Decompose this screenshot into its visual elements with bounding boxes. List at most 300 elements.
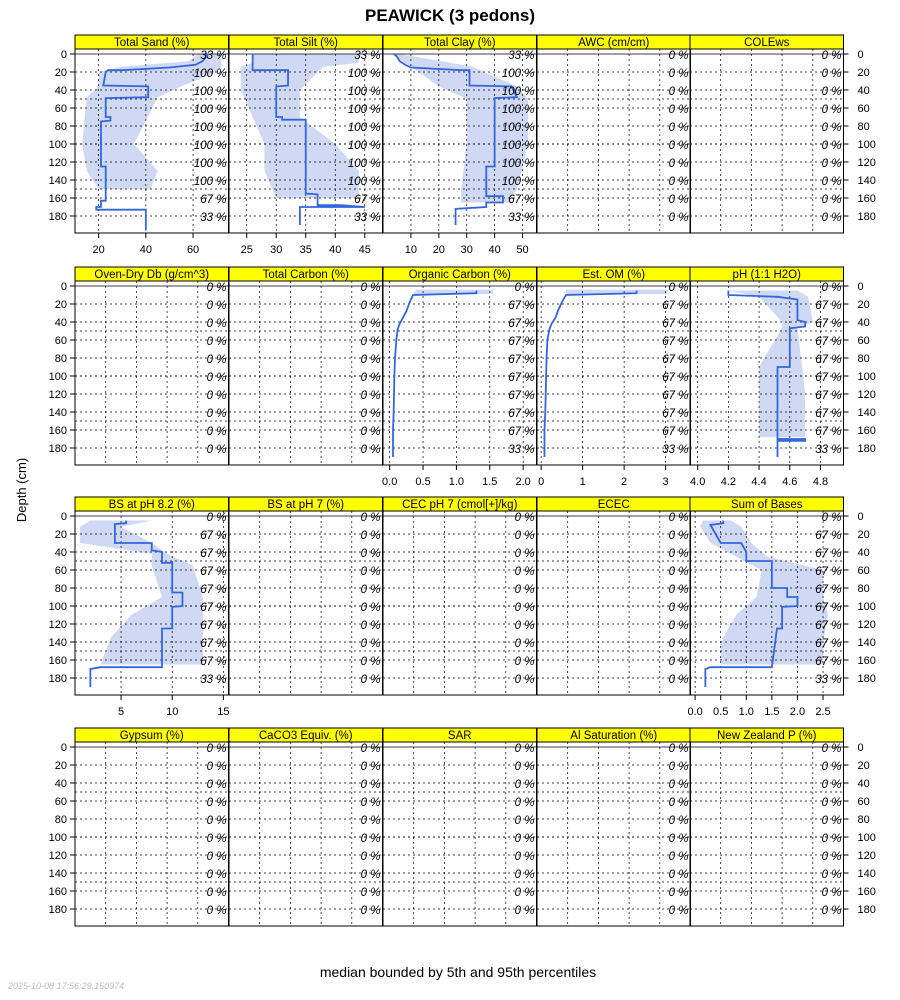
data-coverage-label: 0 %	[360, 797, 381, 809]
data-coverage-label: 0 %	[360, 833, 381, 845]
depth-tick-label-right: 80	[857, 121, 870, 133]
data-coverage-label: 0 %	[668, 194, 689, 206]
data-coverage-label: 0 %	[206, 444, 227, 456]
data-coverage-label: 0 %	[360, 300, 381, 312]
data-coverage-label: 33 %	[815, 444, 842, 456]
data-coverage-label: 0 %	[668, 548, 689, 560]
data-coverage-label: 0 %	[206, 743, 227, 755]
data-coverage-label: 100 %	[347, 68, 381, 80]
data-coverage-label: 33 %	[200, 674, 227, 686]
x-tick-label: 1.0	[448, 476, 465, 488]
data-coverage-label: 0 %	[514, 887, 535, 899]
depth-tick-label-left: 140	[48, 868, 67, 880]
data-coverage-label: 67 %	[508, 300, 535, 312]
depth-tick-label-right: 100	[857, 832, 876, 844]
panel-title: BS at pH 8.2 (%)	[108, 499, 195, 511]
panel	[383, 497, 537, 695]
x-tick-label: 0	[538, 476, 545, 488]
data-coverage-label: 0 %	[821, 68, 842, 80]
data-coverage-label: 67 %	[200, 530, 227, 542]
panel-title: Total Sand (%)	[114, 37, 190, 49]
timestamp: 2025-10-08 17:56:29.150974	[8, 981, 125, 991]
depth-tick-label-left: 160	[48, 886, 67, 898]
x-tick-label: 35	[299, 244, 312, 256]
data-coverage-label: 67 %	[815, 408, 842, 420]
data-coverage-label: 0 %	[821, 212, 842, 224]
data-coverage-label: 0 %	[821, 833, 842, 845]
y-axis-label: Depth (cm)	[14, 457, 29, 523]
data-coverage-label: 67 %	[662, 408, 689, 420]
depth-tick-label-right: 40	[857, 317, 870, 329]
data-coverage-label: 0 %	[668, 50, 689, 62]
data-coverage-label: 0 %	[668, 887, 689, 899]
data-coverage-label: 0 %	[360, 372, 381, 384]
data-coverage-label: 33 %	[508, 444, 535, 456]
data-coverage-label: 0 %	[514, 548, 535, 560]
data-coverage-label: 67 %	[815, 584, 842, 596]
depth-tick-label-left: 20	[54, 529, 67, 541]
depth-tick-label-left: 60	[54, 565, 67, 577]
data-coverage-label: 0 %	[668, 282, 689, 294]
x-tick-label: 0.0	[687, 706, 703, 718]
data-coverage-label: 33 %	[354, 50, 381, 62]
data-coverage-label: 67 %	[662, 426, 689, 438]
data-coverage-label: 0 %	[668, 86, 689, 98]
depth-tick-label-right: 120	[857, 850, 876, 862]
chart-subtitle: median bounded by 5th and 95th percentiles	[319, 964, 597, 980]
median-line	[544, 291, 636, 458]
data-coverage-label: 100 %	[501, 140, 535, 152]
depth-tick-label-right: 160	[857, 425, 876, 437]
panel-title: Sum of Bases	[730, 499, 803, 511]
panel-title: CEC pH 7 (cmol[+]/kg)	[402, 499, 518, 511]
data-coverage-label: 67 %	[200, 656, 227, 668]
depth-tick-label-left: 0	[60, 49, 67, 61]
data-coverage-label: 0 %	[360, 444, 381, 456]
data-coverage-label: 100 %	[347, 122, 381, 134]
data-coverage-label: 67 %	[815, 426, 842, 438]
data-coverage-label: 0 %	[360, 887, 381, 899]
data-coverage-label: 67 %	[815, 354, 842, 366]
data-coverage-label: 0 %	[821, 743, 842, 755]
chart-title: PEAWICK (3 pedons)	[364, 6, 536, 25]
data-coverage-label: 33 %	[662, 444, 689, 456]
x-tick-label: 2.0	[515, 476, 531, 488]
data-coverage-label: 0 %	[668, 656, 689, 668]
data-coverage-label: 0 %	[668, 743, 689, 755]
panel-frame	[75, 281, 229, 465]
depth-tick-label-right: 100	[857, 601, 876, 613]
data-coverage-label: 67 %	[354, 194, 381, 206]
data-coverage-label: 67 %	[508, 336, 535, 348]
x-tick-label: 10	[404, 244, 418, 256]
panel	[75, 35, 229, 256]
x-tick-label: 4.6	[782, 476, 798, 488]
depth-tick-label-right: 0	[857, 281, 864, 293]
panel	[75, 497, 230, 718]
panel-title: Total Carbon (%)	[262, 269, 349, 281]
depth-tick-label-left: 180	[48, 443, 67, 455]
x-tick-label: 15	[217, 706, 230, 718]
data-coverage-label: 0 %	[668, 833, 689, 845]
data-coverage-label: 0 %	[360, 743, 381, 755]
data-coverage-label: 67 %	[815, 638, 842, 650]
data-coverage-label: 100 %	[501, 122, 535, 134]
data-coverage-label: 0 %	[206, 761, 227, 773]
data-coverage-label: 67 %	[815, 566, 842, 578]
depth-tick-label-left: 100	[48, 139, 67, 151]
depth-tick-label-right: 0	[857, 511, 864, 523]
data-coverage-label: 0 %	[821, 851, 842, 863]
data-coverage-label: 0 %	[514, 566, 535, 578]
data-coverage-label: 100 %	[347, 86, 381, 98]
percentile-band	[728, 291, 812, 438]
data-coverage-label: 100 %	[347, 158, 381, 170]
data-coverage-label: 0 %	[514, 869, 535, 881]
depth-tick-label-right: 20	[857, 299, 870, 311]
depth-tick-label-right: 180	[857, 211, 876, 223]
data-coverage-label: 33 %	[508, 50, 535, 62]
data-coverage-label: 67 %	[815, 602, 842, 614]
x-tick-label: 4.2	[720, 476, 737, 488]
data-coverage-label: 67 %	[815, 300, 842, 312]
data-coverage-label: 0 %	[360, 638, 381, 650]
data-coverage-label: 0 %	[360, 426, 381, 438]
data-coverage-label: 0 %	[206, 833, 227, 845]
data-coverage-label: 0 %	[668, 851, 689, 863]
depth-tick-label-left: 0	[60, 742, 67, 754]
panel-frame	[690, 742, 844, 926]
data-coverage-label: 67 %	[662, 318, 689, 330]
panel-frame	[229, 742, 383, 926]
data-coverage-label: 67 %	[662, 354, 689, 366]
depth-tick-label-left: 80	[54, 121, 67, 133]
data-coverage-label: 67 %	[200, 638, 227, 650]
panel	[75, 267, 229, 465]
data-coverage-label: 67 %	[508, 354, 535, 366]
data-coverage-label: 100 %	[193, 176, 227, 188]
data-coverage-label: 100 %	[501, 158, 535, 170]
data-coverage-label: 0 %	[668, 638, 689, 650]
depth-tick-label-left: 40	[54, 547, 67, 559]
data-coverage-label: 0 %	[821, 815, 842, 827]
data-coverage-label: 0 %	[821, 869, 842, 881]
data-coverage-label: 100 %	[501, 104, 535, 116]
data-coverage-label: 0 %	[514, 797, 535, 809]
data-coverage-label: 100 %	[193, 104, 227, 116]
depth-tick-label-right: 20	[857, 529, 870, 541]
depth-tick-label-right: 100	[857, 371, 876, 383]
depth-tick-label-right: 120	[857, 157, 876, 169]
panel-title: pH (1:1 H2O)	[732, 269, 801, 281]
depth-tick-label-left: 60	[54, 796, 67, 808]
x-tick-label: 1.0	[738, 706, 754, 718]
data-coverage-label: 0 %	[821, 905, 842, 917]
panel	[229, 35, 383, 256]
data-coverage-label: 0 %	[514, 512, 535, 524]
data-coverage-label: 0 %	[360, 869, 381, 881]
depth-tick-label-left: 100	[48, 832, 67, 844]
data-coverage-label: 67 %	[662, 390, 689, 402]
data-coverage-label: 0 %	[514, 743, 535, 755]
data-coverage-label: 0 %	[668, 68, 689, 80]
x-tick-label: 3	[662, 476, 669, 488]
data-coverage-label: 0 %	[514, 530, 535, 542]
data-coverage-label: 67 %	[662, 336, 689, 348]
data-coverage-label: 100 %	[193, 140, 227, 152]
data-coverage-label: 67 %	[815, 530, 842, 542]
depth-tick-label-right: 60	[857, 103, 870, 115]
data-coverage-label: 0 %	[206, 797, 227, 809]
depth-tick-label-right: 20	[857, 67, 870, 79]
depth-tick-label-right: 160	[857, 655, 876, 667]
depth-tick-label-right: 40	[857, 778, 870, 790]
data-coverage-label: 100 %	[193, 122, 227, 134]
depth-tick-label-left: 100	[48, 601, 67, 613]
data-coverage-label: 0 %	[821, 50, 842, 62]
data-coverage-label: 0 %	[821, 176, 842, 188]
data-coverage-label: 0 %	[360, 566, 381, 578]
data-coverage-label: 100 %	[347, 140, 381, 152]
depth-tick-label-right: 180	[857, 673, 876, 685]
depth-tick-label-right: 120	[857, 619, 876, 631]
depth-tick-label-left: 80	[54, 814, 67, 826]
depth-tick-label-left: 60	[54, 335, 67, 347]
data-coverage-label: 0 %	[360, 851, 381, 863]
depth-tick-label-right: 160	[857, 193, 876, 205]
data-coverage-label: 0 %	[668, 620, 689, 632]
panel	[537, 35, 691, 233]
data-coverage-label: 67 %	[662, 300, 689, 312]
data-coverage-label: 0 %	[821, 140, 842, 152]
depth-tick-label-right: 140	[857, 868, 876, 880]
depth-tick-label-left: 0	[60, 281, 67, 293]
data-coverage-label: 0 %	[821, 158, 842, 170]
data-coverage-label: 100 %	[347, 104, 381, 116]
data-coverage-label: 0 %	[206, 779, 227, 791]
x-tick-label: 1	[579, 476, 586, 488]
data-coverage-label: 100 %	[193, 68, 227, 80]
depth-tick-label-left: 60	[54, 103, 67, 115]
data-coverage-label: 0 %	[360, 530, 381, 542]
data-coverage-label: 0 %	[206, 354, 227, 366]
data-coverage-label: 33 %	[200, 50, 227, 62]
panel	[75, 728, 229, 926]
data-coverage-label: 0 %	[206, 815, 227, 827]
panel-title: Total Silt (%)	[273, 37, 339, 49]
x-tick-label: 0.5	[415, 476, 431, 488]
data-coverage-label: 0 %	[206, 318, 227, 330]
data-coverage-label: 67 %	[508, 408, 535, 420]
panel	[383, 728, 537, 926]
data-coverage-label: 0 %	[360, 779, 381, 791]
depth-tick-label-right: 80	[857, 353, 870, 365]
data-coverage-label: 67 %	[200, 620, 227, 632]
data-coverage-label: 0 %	[360, 584, 381, 596]
depth-tick-label-right: 20	[857, 760, 870, 772]
data-coverage-label: 67 %	[508, 372, 535, 384]
x-tick-label: 0.0	[382, 476, 398, 488]
panel	[229, 497, 383, 695]
x-tick-label: 2.5	[815, 706, 831, 718]
depth-tick-label-left: 100	[48, 371, 67, 383]
data-coverage-label: 0 %	[514, 620, 535, 632]
data-coverage-label: 0 %	[360, 602, 381, 614]
data-coverage-label: 67 %	[508, 390, 535, 402]
panel-frame	[537, 742, 691, 926]
depth-tick-label-left: 80	[54, 353, 67, 365]
panel	[537, 267, 691, 488]
data-coverage-label: 0 %	[821, 887, 842, 899]
panel-frame	[537, 49, 691, 233]
depth-tick-label-right: 120	[857, 389, 876, 401]
panel-title: Organic Carbon (%)	[408, 269, 511, 281]
x-tick-label: 10	[166, 706, 179, 718]
data-coverage-label: 100 %	[193, 86, 227, 98]
data-coverage-label: 0 %	[514, 905, 535, 917]
data-coverage-label: 33 %	[354, 212, 381, 224]
data-coverage-label: 100 %	[347, 176, 381, 188]
data-coverage-label: 67 %	[815, 318, 842, 330]
depth-tick-label-left: 40	[54, 778, 67, 790]
panel	[383, 35, 537, 256]
data-coverage-label: 0 %	[360, 390, 381, 402]
data-coverage-label: 100 %	[501, 68, 535, 80]
data-coverage-label: 0 %	[206, 905, 227, 917]
data-coverage-label: 0 %	[668, 122, 689, 134]
panel	[690, 35, 844, 233]
data-coverage-label: 0 %	[668, 530, 689, 542]
data-coverage-label: 0 %	[206, 869, 227, 881]
panel-title: SAR	[447, 730, 472, 742]
data-coverage-label: 67 %	[200, 602, 227, 614]
data-coverage-label: 0 %	[206, 282, 227, 294]
data-coverage-label: 0 %	[360, 282, 381, 294]
depth-tick-label-right: 60	[857, 335, 870, 347]
data-coverage-label: 0 %	[821, 797, 842, 809]
data-coverage-label: 0 %	[821, 512, 842, 524]
depth-tick-label-right: 80	[857, 583, 870, 595]
data-coverage-label: 33 %	[200, 212, 227, 224]
data-coverage-label: 0 %	[206, 336, 227, 348]
depth-tick-label-right: 40	[857, 547, 870, 559]
depth-tick-label-left: 40	[54, 317, 67, 329]
data-coverage-label: 0 %	[514, 761, 535, 773]
data-coverage-label: 67 %	[815, 336, 842, 348]
data-coverage-label: 0 %	[514, 282, 535, 294]
x-tick-label: 45	[358, 244, 371, 256]
depth-tick-label-right: 140	[857, 175, 876, 187]
data-coverage-label: 33 %	[508, 212, 535, 224]
data-coverage-label: 67 %	[200, 566, 227, 578]
x-tick-label: 2.0	[789, 706, 806, 718]
data-coverage-label: 0 %	[821, 779, 842, 791]
panel-title: Total Clay (%)	[423, 37, 496, 49]
x-tick-label: 30	[270, 244, 283, 256]
panel	[537, 728, 691, 926]
depth-tick-label-left: 20	[54, 67, 67, 79]
data-coverage-label: 0 %	[206, 887, 227, 899]
data-coverage-label: 0 %	[668, 815, 689, 827]
x-tick-label: 20	[432, 244, 445, 256]
data-coverage-label: 0 %	[821, 122, 842, 134]
data-coverage-label: 33 %	[815, 674, 842, 686]
data-coverage-label: 0 %	[668, 761, 689, 773]
data-coverage-label: 67 %	[815, 390, 842, 402]
depth-tick-label-left: 160	[48, 655, 67, 667]
x-tick-label: 40	[329, 244, 342, 256]
data-coverage-label: 0 %	[668, 905, 689, 917]
data-coverage-label: 67 %	[815, 656, 842, 668]
data-coverage-label: 0 %	[206, 408, 227, 420]
data-coverage-label: 67 %	[508, 318, 535, 330]
data-coverage-label: 0 %	[668, 779, 689, 791]
depth-tick-label-right: 100	[857, 139, 876, 151]
x-tick-label: 40	[139, 244, 152, 256]
x-tick-label: 4.8	[812, 476, 829, 488]
panel-frame	[229, 281, 383, 465]
panel	[229, 728, 383, 926]
data-coverage-label: 0 %	[360, 815, 381, 827]
x-tick-label: 25	[240, 244, 253, 256]
data-coverage-label: 0 %	[206, 512, 227, 524]
data-coverage-label: 0 %	[360, 354, 381, 366]
panel-title: Est. OM (%)	[582, 269, 646, 281]
depth-tick-label-right: 60	[857, 796, 870, 808]
data-coverage-label: 0 %	[821, 194, 842, 206]
depth-tick-label-left: 160	[48, 425, 67, 437]
depth-tick-label-right: 160	[857, 886, 876, 898]
x-tick-label: 50	[516, 244, 529, 256]
depth-tick-label-right: 140	[857, 407, 876, 419]
data-coverage-label: 0 %	[206, 426, 227, 438]
data-coverage-label: 0 %	[668, 212, 689, 224]
data-coverage-label: 0 %	[514, 656, 535, 668]
panel-title: Al Saturation (%)	[570, 730, 658, 742]
data-coverage-label: 0 %	[668, 104, 689, 116]
data-coverage-label: 67 %	[508, 194, 535, 206]
data-coverage-label: 67 %	[200, 194, 227, 206]
panel-title: AWC (cm/cm)	[578, 37, 650, 49]
data-coverage-label: 0 %	[206, 390, 227, 402]
depth-tick-label-left: 180	[48, 904, 67, 916]
data-coverage-label: 67 %	[200, 548, 227, 560]
data-coverage-label: 0 %	[668, 176, 689, 188]
x-tick-label: 1.5	[764, 706, 780, 718]
x-tick-label: 40	[488, 244, 501, 256]
depth-tick-label-right: 0	[857, 742, 864, 754]
data-coverage-label: 0 %	[668, 584, 689, 596]
panels-layer	[49, 35, 876, 926]
data-coverage-label: 0 %	[360, 656, 381, 668]
data-coverage-label: 0 %	[360, 512, 381, 524]
x-tick-label: 60	[186, 244, 200, 256]
depth-tick-label-left: 120	[48, 389, 67, 401]
depth-tick-label-right: 180	[857, 904, 876, 916]
depth-tick-label-left: 80	[54, 583, 67, 595]
depth-tick-label-left: 120	[48, 619, 67, 631]
panel-title: Gypsum (%)	[119, 730, 184, 742]
data-coverage-label: 0 %	[360, 905, 381, 917]
data-coverage-label: 100 %	[193, 158, 227, 170]
x-tick-label: 30	[460, 244, 473, 256]
data-coverage-label: 0 %	[360, 408, 381, 420]
depth-tick-label-left: 120	[48, 157, 67, 169]
depth-tick-label-left: 180	[48, 673, 67, 685]
panel	[690, 728, 844, 926]
depth-tick-label-left: 180	[48, 211, 67, 223]
x-tick-label: 2	[621, 476, 628, 488]
